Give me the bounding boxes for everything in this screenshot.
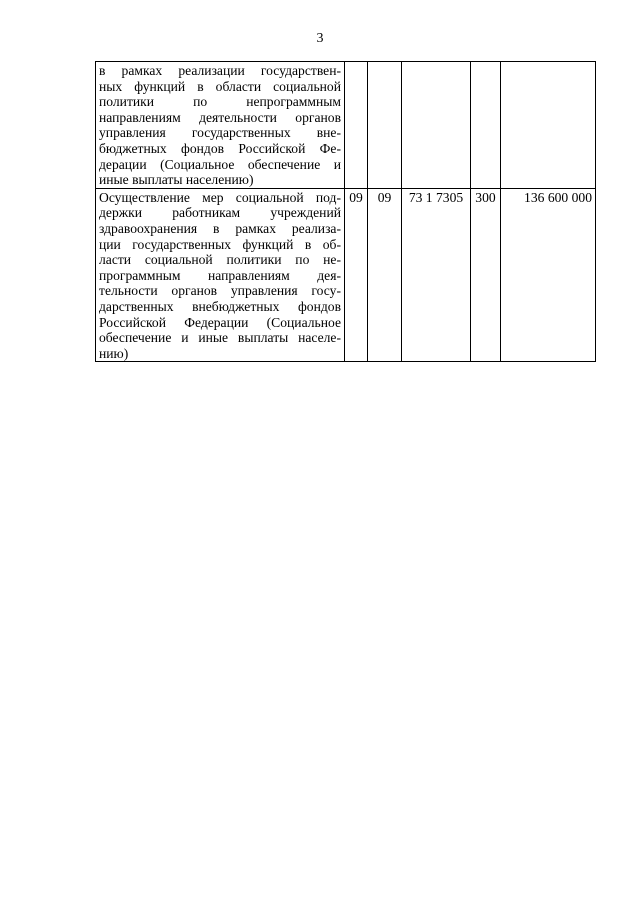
description-line: Осуществление мер социальной под- <box>99 189 341 205</box>
description-line: в рамках реализации государствен- <box>99 63 341 78</box>
subsection-cell <box>368 62 402 189</box>
description-line: бюджетных фондов Российской Фе- <box>99 140 341 156</box>
description-line: дарственных внебюджетных фондов <box>99 298 341 314</box>
page-number: 3 <box>316 31 324 46</box>
description-line: направлениям деятельности органов <box>99 109 341 125</box>
description-line: держки работникам учреждений <box>99 205 341 221</box>
table-row <box>96 62 596 189</box>
section-cell: 09 <box>345 188 368 362</box>
description-line: Российской Федерации (Социальное <box>99 314 341 330</box>
description-line: иные выплаты населению) <box>99 172 254 188</box>
table-row <box>96 188 596 362</box>
row-description <box>96 188 345 362</box>
amount-cell: 136 600 000 <box>501 188 596 362</box>
description-line: ции государственных функций в об- <box>99 236 341 252</box>
description-line: здравоохранения в рамках реализа- <box>99 220 341 236</box>
section-cell <box>345 62 368 189</box>
description-line: программным направлениям дея- <box>99 267 341 283</box>
description-line: нию) <box>99 345 129 361</box>
budget-table <box>95 61 596 362</box>
target-article-cell: 73 1 7305 <box>402 188 471 362</box>
target-article-cell <box>402 62 471 189</box>
expense-type-cell <box>471 62 501 189</box>
amount-cell <box>501 62 596 189</box>
description-line: тельности органов управления госу- <box>99 283 341 299</box>
description-line: дерации (Социальное обеспечение и <box>99 156 341 172</box>
row-description <box>96 62 345 189</box>
expense-type-cell: 300 <box>471 188 501 362</box>
description-line: управления государственных вне- <box>99 125 341 141</box>
description-line: ных функций в области социальной <box>99 78 341 94</box>
description-line: ласти социальной политики по не- <box>99 252 341 268</box>
subsection-cell: 09 <box>368 188 402 362</box>
description-line: обеспечение и иные выплаты населе- <box>99 330 341 346</box>
description-line: политики по непрограммным <box>99 94 341 110</box>
